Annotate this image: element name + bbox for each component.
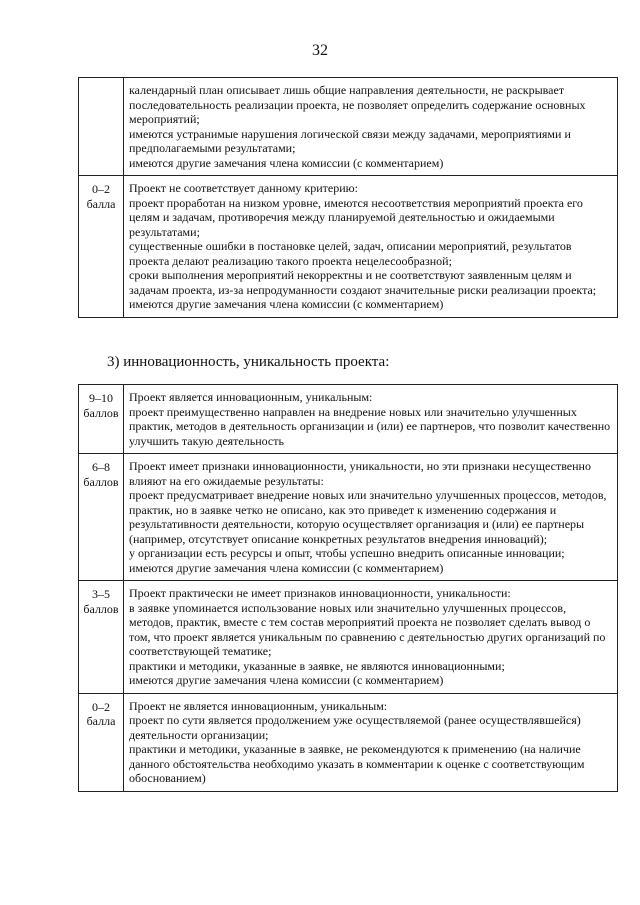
description-line: имеются другие замечания члена комиссии (с комментарием)	[129, 673, 444, 687]
table-row	[79, 693, 618, 791]
score-unit: балла	[86, 714, 116, 728]
description-line: имеются другие замечания члена комиссии (с комментарием)	[129, 560, 444, 575]
score-unit: балла	[86, 196, 116, 211]
score-unit: баллов	[83, 474, 119, 489]
description-line: Проект практически не имеет признаков инновационности, уникальности:	[129, 586, 511, 600]
description-line: существенные ошибки в постановке целей, задач, описании мероприятий, результатов проекта делают реализацию такого проекта нецелесообразной;	[129, 239, 572, 268]
score-cell	[79, 581, 124, 694]
score-cell	[79, 78, 124, 176]
description-line: в заявке упоминается использование новых или значительно улучшенных процессов, методов, практик, вместе с тем состав мероприятий проекта не позволяет сделать вывод о том, что проект является уникальным по сравнению с деятельностью других организаций по соответствующей тематике;	[129, 600, 606, 658]
score-cell	[79, 693, 124, 791]
score-unit: баллов	[83, 601, 119, 616]
description-cell	[124, 693, 618, 791]
description-cell	[124, 78, 618, 176]
table-row	[79, 581, 618, 694]
description-line: проект предусматривает внедрение новых или значительно улучшенных процессов, методов, практик, но в заявке четко не описано, как это приведет к изменению содержания и результативности деятельности, которую осуществляет организация и (или) ее партнеры (например, отсутствует описание конкретных результатов внедрения инноваций);	[129, 488, 607, 546]
score-range: 6–8	[92, 460, 110, 474]
score-cell	[79, 176, 124, 318]
description-line: практики и методики, указанные в заявке, не являются инновационными;	[129, 658, 505, 673]
description-line: проект преимущественно направлен на внедрение новых или значительно улучшенных практик, методов в деятельность организации и (или) ее партнеров, что позволит качественно улучшить такую деятельность	[129, 404, 611, 448]
description-line: практики и методики, указанные в заявке, не рекомендуются к применению (на наличие данного обстоятельства необходимо указать в комментарии к оценке с соответствующим обоснованием)	[129, 742, 585, 785]
score-range: 0–2	[92, 699, 110, 714]
score-cell	[79, 385, 124, 454]
table-row	[79, 78, 618, 176]
description-line: имеются другие замечания члена комиссии (с комментарием)	[129, 297, 444, 311]
description-line: календарный план описывает лишь общие направления деятельности, не раскрывает последовательность реализации проекта, не позволяет определить содержание основных мероприятий;	[129, 83, 586, 126]
description-cell	[124, 385, 618, 454]
description-line: имеются устранимые нарушения логической связи между задачами, мероприятиями и предполагаемыми результатами;	[129, 126, 571, 155]
table-row	[79, 385, 618, 454]
score-range: 3–5	[92, 587, 110, 601]
description-cell	[124, 581, 618, 694]
description-cell	[124, 454, 618, 581]
criteria-table-innovation	[78, 384, 618, 792]
table-row	[79, 454, 618, 581]
score-range: 0–2	[92, 182, 110, 196]
section-heading: 3) инновационность, уникальность проекта:	[107, 354, 390, 370]
score-cell	[79, 454, 124, 581]
score-range: 9–10	[89, 391, 113, 405]
description-line: проект по сути является продолжением уже осуществляемой (ранее осуществлявшейся) деятельности организации;	[129, 713, 581, 742]
description-line: Проект не является инновационным, уникальным:	[129, 698, 388, 713]
description-line: проект проработан на низком уровне, имеются несоответствия мероприятий проекта его целям и задачам, противоречия между планируемой деятельностью и ожидаемыми результатами;	[129, 195, 583, 239]
description-line: Проект не соответствует данному критерию:	[129, 181, 358, 195]
description-line: сроки выполнения мероприятий некорректны и не соответствуют заявленным целям и задачам проекта, из-за непродуманности создают значительные риски реализации проекта;	[129, 268, 597, 297]
description-line: Проект имеет признаки инновационности, уникальности, но эти признаки несущественно влияют на его ожидаемые результаты:	[129, 459, 591, 488]
table-row	[79, 176, 618, 318]
score-unit: баллов	[83, 405, 119, 420]
description-line: у организации есть ресурсы и опыт, чтобы успешно внедрить описанные инновации;	[129, 546, 565, 560]
page-number: 32	[312, 42, 328, 59]
criteria-table-top	[78, 77, 618, 318]
description-cell	[124, 176, 618, 318]
description-line: Проект является инновационным, уникальным:	[129, 390, 373, 404]
description-line: имеются другие замечания члена комиссии (с комментарием)	[129, 155, 444, 170]
